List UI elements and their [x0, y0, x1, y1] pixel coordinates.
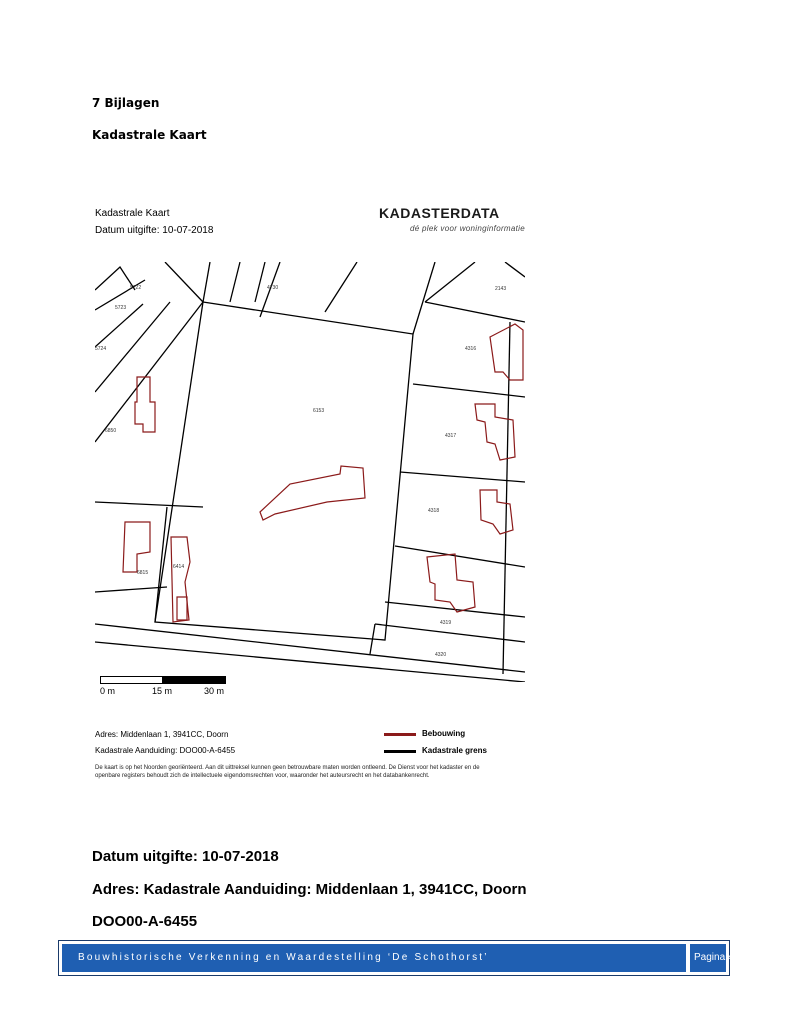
legend-label-grens: Kadastrale grens [422, 746, 487, 755]
building-outlines [123, 324, 523, 622]
parcel-label: 2143 [495, 286, 507, 292]
page-footer [58, 940, 740, 976]
parcel-label: 6153 [313, 408, 325, 414]
parcel-label: 5724 [95, 346, 107, 352]
kadastrale-code: DOO00-A-6455 [92, 913, 198, 930]
page-number: Pagina 43 [694, 952, 740, 963]
map-title: Kadastrale Kaart [95, 208, 170, 219]
parcel-label: 4319 [440, 620, 452, 626]
scale-end: 30 m [204, 686, 225, 696]
issue-date: Datum uitgifte: 10-07-2018 [92, 848, 279, 865]
parcel-label: 4316 [465, 346, 477, 352]
address-line: Adres: Kadastrale Aanduiding: Middenlaan 1, 3941CC, Doorn [92, 881, 527, 898]
parcel-label: 6850 [105, 428, 117, 434]
map-kadastrale: Kadastrale Aanduiding: DOO00-A-6455 [95, 746, 236, 755]
footer-title: Bouwhistorische Verkenning en Waardestelling ‘De Schothorst’ [62, 944, 686, 972]
parcel-label: 5722 [130, 285, 142, 291]
cadastral-map [95, 262, 525, 682]
scale-bar [100, 676, 226, 684]
parcel-label: 4320 [435, 652, 447, 658]
parcel-label: 4317 [445, 433, 457, 439]
parcel-label: 4318 [428, 508, 440, 514]
parcel-label: 6815 [137, 570, 149, 576]
legend-label-bebouwing: Bebouwing [422, 729, 466, 738]
legend-swatch-grens [384, 750, 416, 753]
scale-zero: 0 m [100, 686, 116, 696]
brand-tagline: dé plek voor woninginformatie [410, 224, 525, 233]
legend-swatch-bebouwing [384, 733, 416, 736]
page-number-box [690, 944, 740, 972]
subheading: Kadastrale Kaart [92, 128, 207, 142]
kadasterdata-logo: KADASTERDATA [379, 205, 500, 221]
map-date: Datum uitgifte: 10-07-2018 [95, 225, 214, 236]
parcel-label: 4730 [267, 285, 279, 291]
map-address: Adres: Middenlaan 1, 3941CC, Doorn [95, 730, 229, 739]
parcel-boundaries [95, 262, 525, 682]
scale-mid: 15 m [152, 686, 173, 696]
parcel-label: 5723 [115, 305, 127, 311]
section-heading: 7 Bijlagen [92, 96, 160, 110]
map-disclaimer: De kaart is op het Noorden georiënteerd. Aan dit uittreksel kunnen geen betrouwbare maten worden ontleend. De Dienst voor het kadaster en de openbare registers behoudt zich de intellectuele eigendomsrechten voor, waaronder het auteursrecht en het databankenrecht. [95, 765, 480, 779]
parcel-label: 6414 [173, 564, 185, 570]
